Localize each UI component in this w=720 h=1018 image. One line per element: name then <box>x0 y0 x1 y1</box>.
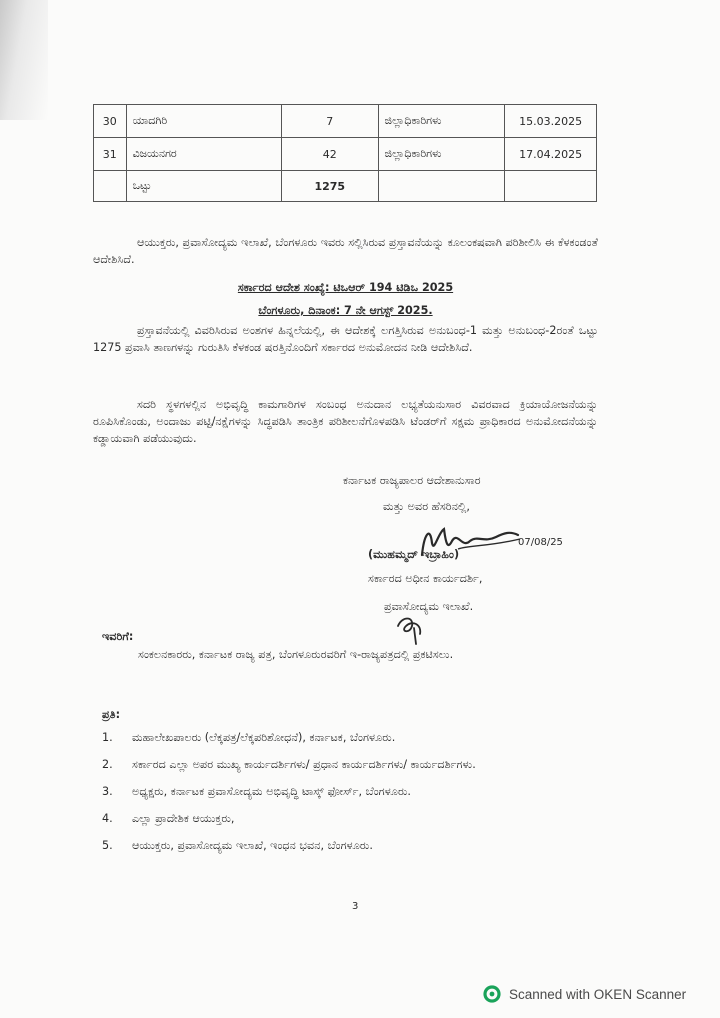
date: 17.04.2025 <box>505 138 597 171</box>
scanner-logo-icon <box>483 985 501 1003</box>
table-total-row <box>94 171 597 202</box>
closing-line-1: ಕರ್ನಾಟಕ ರಾಜ್ಯಪಾಲರ ಆದೇಶಾನುಸಾರ <box>343 474 481 487</box>
site-count: 7 <box>281 105 378 138</box>
date: 15.03.2025 <box>505 105 597 138</box>
preamble-paragraph: ಆಯುಕ್ತರು, ಪ್ರವಾಸೋದ್ಯಮ ಇಲಾಖೆ, ಬೆಂಗಳೂರು ಇವರು ಸಲ್ಲಿಸಿರುವ ಪ್ರಸ್ತಾವನೆಯನ್ನು ಕೂಲಂಕಷವಾಗಿ ಪರಿಶೀಲಿಸಿ ಈ ಕೆಳಕಂಡಂತೆ ಆದೇಶಿಸಿದೆ. <box>93 236 598 266</box>
row-number: 30 <box>94 105 127 138</box>
order-number: ಸರ್ಕಾರದ ಆದೇಶ ಸಂಖ್ಯೆ: ಟಿಒಆರ್ 194 ಟಿಡಿಒ 2025 <box>237 281 454 294</box>
district-name: ಯಾದಗಿರಿ <box>126 105 281 138</box>
closing-line-2: ಮತ್ತು ಅವರ ಹೆಸರಿನಲ್ಲಿ, <box>383 500 470 513</box>
total-label: ಒಟ್ಟು <box>126 171 281 202</box>
table-row <box>94 105 597 138</box>
list-item: 2. ಸರ್ಕಾರದ ಎಲ್ಲಾ ಅಪರ ಮುಖ್ಯ ಕಾರ್ಯದರ್ಶಿಗಳು/ ಪ್ರಧಾನ ಕಾರ್ಯದರ್ಶಿಗಳು/ ಕಾರ್ಯದರ್ಶಿಗಳು. <box>102 758 476 771</box>
site-count: 42 <box>281 138 378 171</box>
order-paragraph-2: ಸದರಿ ಸ್ಥಳಗಳಲ್ಲಿನ ಅಭಿವೃದ್ಧಿ ಕಾಮಗಾರಿಗಳ ಸಂಬಂಧ ಅನುದಾನ ಲಭ್ಯತೆಯನುಸಾರ ವಿವರವಾದ ಕ್ರಿಯಾಯೋಜನೆಯನ್ನು ರೂಪಿಸಿಕೊಂಡು, ಅಂದಾಜು ಪಟ್ಟಿ/ನಕ್ಷೆಗಳನ್ನು ಸಿದ್ಧಪಡಿಸಿ ತಾಂತ್ರಿಕ ಪರಿಶೀಲನೆಗೊಳಪಡಿಸಿ ಟೆಂಡರ್‌ಗೆ ಸಕ್ಷಮ ಪ್ರಾಧಿಕಾರದ ಅನುಮೋದನೆಯನ್ನು ಕಡ್ಡಾಯವಾಗಿ ಪಡೆಯುವುದು. <box>93 398 598 445</box>
page-number: 3 <box>352 901 359 912</box>
authority: ಜಿಲ್ಲಾಧಿಕಾರಿಗಳು <box>378 138 505 171</box>
list-item: 4. ಎಲ್ಲಾ ಪ್ರಾದೇಶಿಕ ಆಯುಕ್ತರು, <box>102 812 235 825</box>
scan-shadow-edge <box>0 0 48 120</box>
signatory-department: ಪ್ರವಾಸೋದ್ಯಮ ಇಲಾಖೆ. <box>384 600 474 613</box>
table-row <box>94 138 597 171</box>
order-paragraph-1: ಪ್ರಸ್ತಾವನೆಯಲ್ಲಿ ವಿವರಿಸಿರುವ ಅಂಶಗಳ ಹಿನ್ನಲೆಯಲ್ಲಿ, ಈ ಆದೇಶಕ್ಕೆ ಲಗತ್ತಿಸಿರುವ ಅನುಬಂಧ-1 ಮತ್ತು ಅನುಬಂಧ-2ರಂತೆ ಒಟ್ಟು 1275 ಪ್ರವಾಸಿ ತಾಣಗಳನ್ನು ಗುರುತಿಸಿ ಕೆಳಕಂಡ ಷರತ್ತಿನೊಂದಿಗೆ ಸರ್ಕಾರದ ಅನುಮೋದನ ನೀಡಿ ಆದೇಶಿಸಿದೆ. <box>93 324 598 354</box>
district-table <box>93 104 597 202</box>
scanner-watermark <box>483 985 686 1003</box>
copy-label: ಪ್ರತಿ: <box>102 708 121 721</box>
order-date: ಬೆಂಗಳೂರು, ದಿನಾಂಕ: 7 ನೇ ಆಗಸ್ಟ್ 2025. <box>258 304 433 317</box>
copy-list <box>102 729 622 854</box>
signatory-title: ಸರ್ಕಾರದ ಅಧೀನ ಕಾರ್ಯದರ್ಶಿ, <box>368 572 483 585</box>
signatory-name: (ಮುಹಮ್ಮದ್ ಇಬ್ರಾಹಿಂ) <box>368 548 460 561</box>
to-label: ಇವರಿಗೆ: <box>102 630 134 643</box>
initials-mark <box>392 612 432 646</box>
signature-date: 07/08/25 <box>518 537 563 548</box>
total-count: 1275 <box>281 171 378 202</box>
row-number: 31 <box>94 138 127 171</box>
authority: ಜಿಲ್ಲಾಧಿಕಾರಿಗಳು <box>378 105 505 138</box>
district-name: ವಿಜಯನಗರ <box>126 138 281 171</box>
list-item: 3. ಅಧ್ಯಕ್ಷರು, ಕರ್ನಾಟಕ ಪ್ರವಾಸೋದ್ಯಮ ಅಭಿವೃದ್ಧಿ ಟಾಸ್ಕ್ ಫೋರ್ಸ್, ಬೆಂಗಳೂರು. <box>102 785 411 798</box>
list-item: 5. ಆಯುಕ್ತರು, ಪ್ರವಾಸೋದ್ಯಮ ಇಲಾಖೆ, ಇಂಧನ ಭವನ, ಬೆಂಗಳೂರು. <box>102 839 373 852</box>
list-item: 1. ಮಹಾಲೇಖಪಾಲರು (ಲೆಕ್ಕಪತ್ರ/ಲೆಕ್ಕಪರಿಶೋಧನೆ), ಕರ್ನಾಟಕ, ಬೆಂಗಳೂರು. <box>102 731 396 744</box>
scanner-label: Scanned with OKEN Scanner <box>509 986 687 1002</box>
to-text: ಸಂಕಲನಕಾರರು, ಕರ್ನಾಟಕ ರಾಜ್ಯ ಪತ್ರ, ಬೆಂಗಳೂರುರವರಿಗೆ ಇ-ರಾಜ್ಯಪತ್ರದಲ್ಲಿ ಪ್ರಕಟಿಸಲು. <box>138 648 454 661</box>
